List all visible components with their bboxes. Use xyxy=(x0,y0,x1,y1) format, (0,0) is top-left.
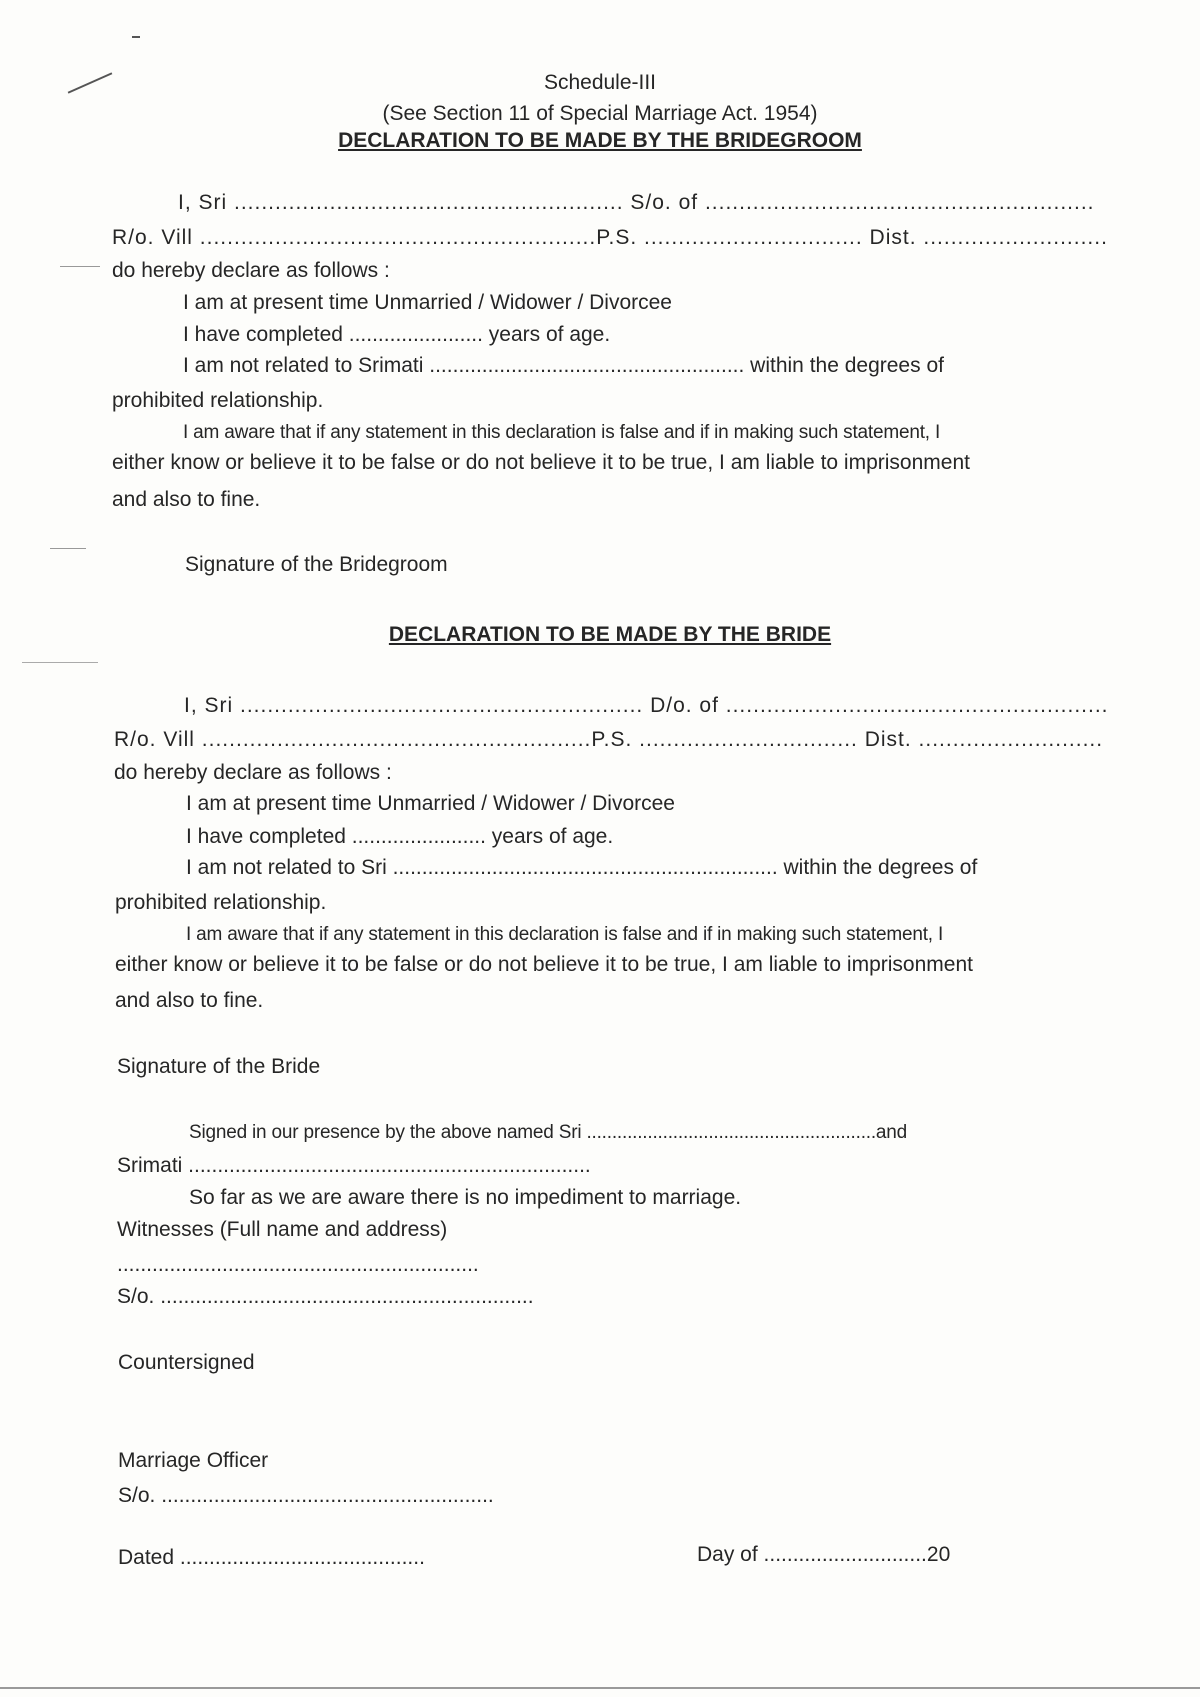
bride-prohibited-text: prohibited relationship. xyxy=(115,891,327,914)
section-reference: (See Section 11 of Special Marriage Act. 1954) xyxy=(382,102,818,125)
bride-signature-label: Signature of the Bride xyxy=(117,1055,321,1078)
witness-name-line: .............................................................. xyxy=(117,1253,479,1276)
scan-dash xyxy=(50,548,86,549)
bride-age-text: I have completed ....................... years of age. xyxy=(186,825,614,848)
bride-aware-line2: either know or believe it to be false or do not believe it to be true, I am liable to imprisonment xyxy=(115,953,973,976)
witness-so-line: S/o. ................................................................ xyxy=(117,1285,534,1308)
bride-status-text: I am at present time Unmarried / Widower / Divorcee xyxy=(186,792,675,815)
bride-declare-text: do hereby declare as follows : xyxy=(114,761,392,784)
bride-aware-line3: and also to fine. xyxy=(115,989,264,1012)
scan-dash xyxy=(60,266,100,267)
scan-dash xyxy=(22,662,98,663)
signed-presence-line: Signed in our presence by the above named Sri .........................................................and xyxy=(189,1122,908,1143)
bride-declaration-title: DECLARATION TO BE MADE BY THE BRIDE xyxy=(388,623,832,646)
groom-signature-label: Signature of the Bridegroom xyxy=(185,553,448,576)
scan-dash xyxy=(132,36,140,38)
srimati-line: Srimati ..................................................................... xyxy=(117,1154,591,1177)
schedule-label: Schedule-III xyxy=(543,71,657,94)
bride-address-line: R/o. Vill .........................................................P.S. ................................ Dist. ........................... xyxy=(114,728,1104,751)
groom-aware-line2: either know or believe it to be false or do not believe it to be true, I am liable to imprisonment xyxy=(112,451,970,474)
officer-so-line: S/o. ......................................................... xyxy=(118,1484,494,1507)
no-impediment-text: So far as we are aware there is no impediment to marriage. xyxy=(189,1186,742,1209)
dated-line: Dated .......................................... xyxy=(118,1546,425,1569)
groom-prohibited-text: prohibited relationship. xyxy=(112,389,324,412)
bride-name-line: I, Sri ........................................................... D/o. of ........................................................ xyxy=(184,694,1109,717)
day-of-line: Day of ............................20 xyxy=(697,1543,951,1566)
countersigned-label: Countersigned xyxy=(118,1351,255,1374)
groom-declare-text: do hereby declare as follows : xyxy=(112,259,390,282)
marriage-officer-label: Marriage Officer xyxy=(118,1449,269,1472)
groom-aware-line3: and also to fine. xyxy=(112,488,261,511)
bride-related-text: I am not related to Sri .................................................................. within the degrees of xyxy=(186,856,978,879)
bride-aware-line1: I am aware that if any statement in this declaration is false and if in making such statement, I xyxy=(186,924,944,945)
witnesses-label: Witnesses (Full name and address) xyxy=(117,1218,448,1241)
groom-related-text: I am not related to Srimati ...................................................... within the degrees of xyxy=(183,354,944,377)
groom-status-text: I am at present time Unmarried / Widower / Divorcee xyxy=(183,291,672,314)
groom-address-line: R/o. Vill ..........................................................P.S. ................................ Dist. ........................... xyxy=(112,226,1108,249)
page-bottom-edge xyxy=(0,1687,1200,1689)
groom-age-text: I have completed ....................... years of age. xyxy=(183,323,611,346)
groom-aware-line1: I am aware that if any statement in this declaration is false and if in making such statement, I xyxy=(183,422,941,443)
groom-name-line: I, Sri ......................................................... S/o. of ......................................................... xyxy=(178,191,1095,214)
groom-declaration-title: DECLARATION TO BE MADE BY THE BRIDEGROOM xyxy=(338,129,862,152)
